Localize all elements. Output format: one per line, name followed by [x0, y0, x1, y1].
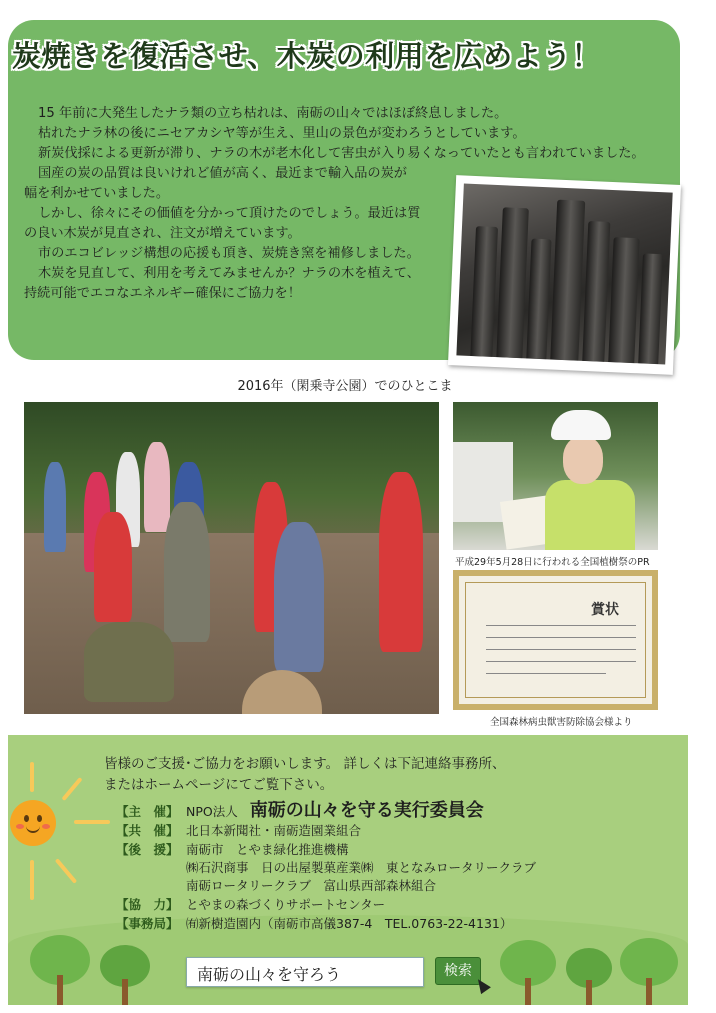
search-input[interactable]: 南砺の山々を守ろう: [186, 957, 424, 987]
office-label: 【事務局】: [116, 916, 179, 931]
body-line: 枯れたナラ林の後にニセアカシヤ等が生え、里山の景色が変わろうとしています。: [38, 126, 526, 141]
sun-ray: [74, 820, 110, 824]
body-line: 木炭を見直して、利用を考えてみませんか？ナラの木を植えて、: [38, 266, 420, 281]
body-line: の良い木炭が見直され、注文が増えています。: [24, 226, 301, 241]
organizer-table: [116, 802, 536, 933]
tree-icon: [620, 938, 678, 1005]
organizer-prefix: NPO法人: [186, 804, 238, 819]
sun-ray: [30, 762, 34, 792]
support-value: 南砺ロータリークラブ 富山県西部森林組合: [186, 878, 437, 893]
support-value: ㈱石沢商事 日の出屋製菓産業㈱ 東となみロータリークラブ: [186, 860, 537, 875]
tree-icon: [100, 945, 150, 1005]
certificate-caption: 全国森林病虫獣害防除協会様より: [490, 717, 633, 728]
smiling-sun-icon: [10, 800, 56, 846]
cohost-value: 北日本新聞社・南砺造園業組合: [186, 823, 362, 838]
charcoal-photo: [448, 175, 681, 375]
organizer-label: 【主 催】: [116, 804, 179, 819]
body-line: 国産の炭の品質は良いけれど値が高く、最近まで輸入品の炭が: [38, 166, 407, 181]
body-line: 新炭伐採による更新が滞り、ナラの木が老木化して害虫が入り易くなっていたとも言われていました。: [38, 146, 645, 161]
tree-icon: [30, 935, 90, 1005]
body-line: 幅を利かせていました。: [24, 186, 170, 201]
cohost-label: 【共 催】: [116, 823, 179, 838]
office-value: ㈲新樹造園内（南砺市高儀387-4 TEL.0763-22-4131）: [186, 916, 513, 931]
tree-icon: [566, 948, 612, 1005]
photo-caption: 2016年（閑乗寺公園）でのひとこま: [237, 379, 453, 394]
support-request: [104, 754, 505, 796]
body-line: 15 年前に大発生したナラ類の立ち枯れは、南砺の山々ではほぼ終息しました。: [38, 106, 508, 121]
planting-event-photo: [24, 402, 439, 714]
sun-ray: [30, 860, 34, 900]
award-certificate: [453, 570, 658, 710]
cohost-row: [116, 821, 536, 840]
body-line: 市のエコビレッジ構想の応援も頂き、炭焼き窯を補修しました。: [38, 246, 420, 261]
coop-label: 【協 力】: [116, 897, 179, 912]
pr-event-caption: 平成29年5月28日に行われる全国植樹祭のPR: [455, 557, 650, 568]
certificate-title: 賞状: [591, 602, 619, 618]
support-request-line: またはホームページにてご覧下さい。: [104, 777, 334, 793]
body-line: しかし、徐々にその価値を分かって頂けたのでしょう。最近は質: [38, 206, 421, 221]
support-request-line: 皆様のご支援･ご協力をお願いします。 詳しくは下記連絡事務所、: [104, 756, 506, 772]
support-value: 南砺市 とやま緑化推進機構: [186, 842, 349, 857]
headline: 炭焼きを復活させ、木炭の利用を広めよう！: [12, 39, 602, 73]
support-row-2: [116, 859, 536, 877]
support-row: [116, 840, 536, 859]
search-button[interactable]: 検索: [435, 957, 481, 985]
support-row-3: [116, 877, 536, 895]
organizer-name: 南砺の山々を守る実行委員会: [249, 800, 484, 821]
tree-icon: [500, 940, 556, 1005]
coop-value: とやまの森づくりサポートセンター: [186, 897, 386, 912]
body-line: 持続可能でエコなエネルギー確保にご協力を！: [24, 286, 301, 301]
support-label: 【後 援】: [116, 842, 179, 857]
office-row: [116, 914, 536, 933]
pr-event-photo: [453, 402, 658, 550]
organizer-row: [116, 802, 536, 821]
coop-row: [116, 895, 536, 914]
